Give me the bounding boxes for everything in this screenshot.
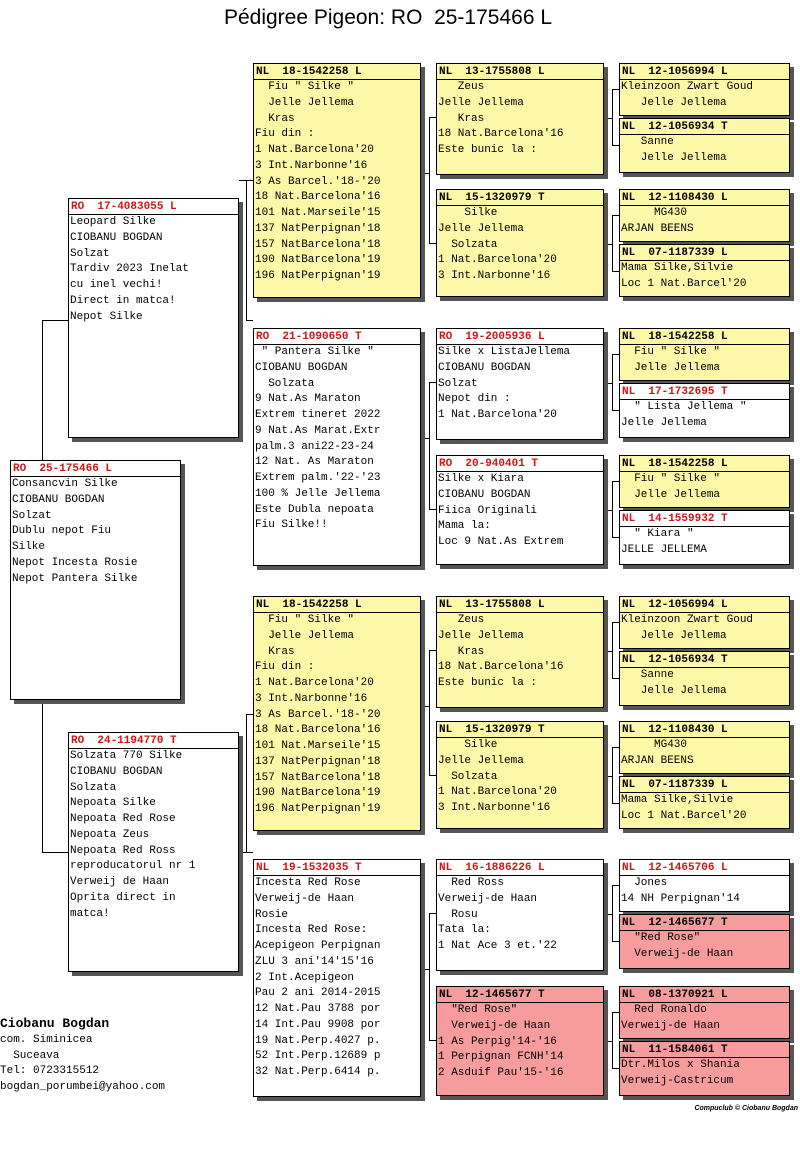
page-title: Pédigree Pigeon: RO 25-175466 L	[223, 6, 553, 29]
card-text-line: 100 % Jelle Jellema	[255, 487, 381, 500]
card-text-line: Jelle Jellema	[438, 222, 524, 235]
ring-number: NL 12-1108430 L	[620, 190, 789, 206]
card-text-line: Solzata	[438, 770, 498, 783]
card-text-line: Silke x Kiara	[438, 473, 524, 485]
card-text-line: ARJAN BEENS	[621, 754, 694, 767]
ring-number: RO 24-1194770 T	[69, 733, 238, 749]
card-text-line: Fiu " Silke "	[255, 614, 355, 626]
card-text-line: Acepigeon Perpignan	[255, 940, 381, 952]
card-text-line: 101 Nat.Marseile'15	[255, 740, 381, 752]
card-text-line: 1 As Perpig'14-'16	[438, 1035, 557, 1048]
ring-number: NL 14-1559932 T	[620, 511, 789, 527]
connector-line	[42, 852, 68, 853]
connector-line	[612, 89, 619, 90]
connector-line	[612, 1012, 613, 1068]
card-text-line: 196 NatPerpignan'19	[255, 270, 381, 282]
card-text-line: Nepot din :	[438, 393, 511, 406]
card-text-line: Fiu " Silke "	[621, 473, 721, 485]
card-text-line: Jelle Jellema	[621, 488, 721, 501]
card-text-line: matca!	[70, 907, 110, 920]
card-text-line: Fiu " Silke "	[255, 81, 355, 93]
connector-line	[429, 509, 436, 510]
connector-line	[429, 913, 436, 914]
connector-line	[612, 354, 613, 410]
card-text-line: Verweij-de Haan	[438, 892, 538, 905]
card-text-line: 32 Nat.Perp.6414 p.	[255, 1066, 381, 1078]
card-text-line: "Red Rose"	[621, 932, 701, 944]
connector-line	[429, 913, 430, 1040]
card-text-line: Zeus	[438, 614, 485, 626]
card-text-line: 137 NatPerpignan'18	[255, 222, 381, 235]
connector-line	[612, 481, 619, 482]
card-text-line: Kras	[438, 112, 485, 125]
card-text-line: 9 Nat.As Marat.Extr	[255, 424, 381, 437]
card-text-line: CIOBANU BOGDAN	[70, 231, 163, 244]
card-text-line: 3 Int.Narbonne'16	[438, 270, 551, 282]
ring-number: NL 12-1465677 T	[620, 915, 789, 931]
ring-number: NL 15-1320979 T	[437, 190, 603, 206]
connector-line	[604, 383, 612, 384]
ring-number: RO 21-1090650 T	[254, 329, 420, 345]
pedigree-card-sss	[436, 63, 604, 175]
card-text-line: 19 Nat.Perp.4027 p.	[255, 1034, 381, 1047]
card-text-line: 3 As Barcel.'18-'20	[255, 708, 381, 721]
connector-line	[429, 382, 436, 383]
owner-info	[0, 1015, 240, 1095]
ring-number: NL 15-1320979 T	[437, 722, 603, 738]
card-text-line: CIOBANU BOGDAN	[70, 765, 163, 778]
card-text-line: Jelle Jellema	[621, 96, 727, 109]
pedigree-card-ss	[253, 63, 421, 298]
card-text-line: Kleinzoon Zwart Goud	[621, 81, 754, 93]
card-text-line: Rosie	[255, 908, 289, 921]
card-text-line: Kras	[255, 645, 295, 658]
connector-line	[612, 885, 619, 886]
connector-line	[42, 700, 43, 852]
ring-number: NL 12-1056994 L	[620, 64, 789, 80]
connector-line	[612, 747, 619, 748]
card-text-line: 1 Nat Ace 3 et.'22	[438, 940, 557, 952]
card-text-line: Este Dubla nepoata	[255, 503, 374, 516]
card-text-line: Verweij-Castricum	[621, 1074, 734, 1087]
ring-number: NL 11-1584061 T	[620, 1042, 789, 1058]
card-text-line: Red Ronaldo	[621, 1004, 707, 1016]
card-text-line: Loc 1 Nat.Barcel'20	[621, 809, 747, 822]
pedigree-card-sssd	[619, 118, 790, 173]
software-credit: Compuclub © Ciobanu Bogdan	[694, 1105, 798, 1112]
connector-line	[604, 510, 612, 511]
card-text-line: palm.3 ani22-23-24	[255, 440, 374, 453]
connector-line	[612, 885, 613, 941]
card-text-line: 190 NatBarcelona'19	[255, 787, 381, 800]
card-text-line: "Red Rose"	[438, 1004, 518, 1016]
ring-number: NL 12-1108430 L	[620, 722, 789, 738]
card-text-line: 1 Nat.Barcelona'20	[255, 677, 374, 689]
connector-line	[612, 1068, 619, 1069]
connector-line	[604, 914, 612, 915]
pedigree-card-dss	[436, 596, 604, 708]
card-text-line: 18 Nat.Barcelona'16	[438, 661, 564, 674]
card-text-line: Jelle Jellema	[621, 629, 727, 642]
card-text-line: 3 As Barcel.'18-'20	[255, 175, 381, 188]
card-text-line: Verweij de Haan	[70, 876, 170, 888]
card-text-line: 18 Nat.Barcelona'16	[255, 724, 381, 737]
card-text-line: Jones	[621, 877, 668, 889]
card-text-line: Incesta Red Rose	[255, 877, 361, 889]
ring-number: NL 12-1465706 L	[620, 860, 789, 876]
connector-line	[612, 215, 619, 216]
card-text-line: Jelle Jellema	[621, 151, 727, 164]
card-text-line: Fiica Originali	[438, 504, 538, 517]
card-text-line: 1 Nat.Barcelona'20	[438, 786, 557, 799]
ring-number: NL 07-1187339 L	[620, 777, 789, 793]
card-text-line: Oprita direct in	[70, 891, 176, 904]
card-text-line: 190 NatBarcelona'19	[255, 254, 381, 267]
connector-line	[612, 1012, 619, 1013]
card-text-line: 2 Int.Acepigeon	[255, 971, 355, 984]
card-text-line: Solzata	[70, 781, 117, 794]
card-text-line: Dtr.Milos x Shania	[621, 1059, 740, 1071]
card-text-line: Solzat	[70, 247, 110, 260]
ring-number: NL 18-1542258 L	[620, 329, 789, 345]
connector-line	[42, 320, 68, 321]
connector-line	[612, 622, 619, 623]
card-text-line: MG430	[621, 207, 688, 219]
owner-line: bogdan_porumbei@yahoo.com	[0, 1080, 166, 1093]
card-text-line: Loc 9 Nat.As Extrem	[438, 536, 564, 548]
card-text-line: Solzat	[12, 509, 52, 522]
connector-line	[612, 622, 613, 678]
card-text-line: Pau 2 ani 2014-2015	[255, 987, 381, 1000]
connector-line	[604, 776, 612, 777]
card-text-line: Fiu " Silke "	[621, 346, 721, 358]
card-text-line: Jelle Jellema	[621, 684, 727, 697]
pedigree-card-sds	[436, 328, 604, 440]
pedigree-card-ddsd	[619, 914, 790, 969]
card-text-line: 12 Nat. As Maraton	[255, 456, 374, 469]
pedigree-card-dsdd	[619, 776, 790, 829]
connector-line	[246, 714, 253, 715]
card-text-line: CIOBANU BOGDAN	[255, 361, 348, 374]
ring-number: NL 17-1732695 T	[620, 384, 789, 400]
card-text-line: Leopard Silke	[70, 216, 156, 228]
card-text-line: 9 Nat.As Maraton	[255, 393, 361, 406]
card-text-line: JELLE JELLEMA	[621, 543, 707, 556]
ring-number: NL 12-1056934 T	[620, 652, 789, 668]
card-text-line: ARJAN BEENS	[621, 222, 694, 235]
pedigree-card-ds	[253, 596, 421, 831]
card-text-line: 3 Int.Narbonne'16	[255, 692, 368, 705]
card-text-line: 3 Int.Narbonne'16	[255, 159, 368, 172]
connector-line	[429, 117, 436, 118]
card-text-line: Direct in matca!	[70, 294, 176, 307]
card-text-line: CIOBANU BOGDAN	[438, 361, 531, 374]
connector-line	[612, 145, 619, 146]
pedigree-card-dd	[253, 859, 421, 1097]
card-text-line: Kras	[255, 112, 295, 125]
connector-line	[421, 438, 429, 439]
card-text-line: 1 Nat.Barcelona'20	[255, 144, 374, 156]
connector-line	[246, 320, 253, 321]
ring-number: NL 07-1187339 L	[620, 245, 789, 261]
card-text-line: 12 Nat.Pau 3788 por	[255, 1003, 381, 1015]
card-text-line: Solzata 770 Silke	[70, 750, 183, 762]
pedigree-card-dsds	[619, 721, 790, 774]
pedigree-card-ddss	[619, 859, 790, 912]
connector-line	[604, 118, 612, 119]
ring-number: NL 18-1542258 L	[254, 597, 420, 613]
card-text-line: 101 Nat.Marseile'15	[255, 207, 381, 219]
card-text-line: Silke	[12, 541, 46, 553]
card-text-line: Jelle Jellema	[438, 96, 524, 109]
card-text-line: Nepot Pantera Silke	[12, 572, 138, 585]
card-text-line: Silke	[438, 207, 498, 219]
ring-number: NL 12-1056994 L	[620, 597, 789, 613]
connector-line	[612, 678, 619, 679]
card-text-line: Dublu nepot Fiu	[12, 525, 112, 538]
card-text-line: Zeus	[438, 81, 485, 93]
pedigree-card-dsd	[436, 721, 604, 829]
card-text-line: Verweij-de Haan	[438, 1019, 551, 1032]
connector-line	[612, 537, 619, 538]
card-text-line: Silke	[438, 739, 498, 751]
card-text-line: 2 Asduif Pau'15-'16	[438, 1067, 564, 1079]
owner-name: Ciobanu Bogdan	[0, 1016, 110, 1031]
card-text-line: Nepot Silke	[70, 310, 143, 323]
card-text-line: CIOBANU BOGDAN	[12, 493, 105, 506]
card-text-line: 137 NatPerpignan'18	[255, 755, 381, 768]
ring-number: RO 20-940401 T	[437, 456, 603, 472]
connector-line	[429, 382, 430, 509]
card-text-line: Kleinzoon Zwart Goud	[621, 614, 754, 626]
card-text-line: Tardiv 2023 Inelat	[70, 263, 189, 276]
card-text-line: 3 Int.Narbonne'16	[438, 802, 551, 814]
card-text-line: reproducatorul nr 1	[70, 860, 196, 873]
connector-line	[429, 117, 430, 243]
card-text-line: Este bunic la :	[438, 677, 538, 689]
connector-line	[429, 650, 436, 651]
card-text-line: Solzata	[438, 238, 498, 251]
card-text-line: 196 NatPerpignan'19	[255, 803, 381, 815]
connector-line	[604, 1041, 612, 1042]
connector-line	[421, 969, 429, 970]
card-text-line: Jelle Jellema	[255, 629, 355, 642]
card-text-line: 14 NH Perpignan'14	[621, 892, 740, 905]
connector-line	[604, 651, 612, 652]
connector-line	[604, 244, 612, 245]
pedigree-card-ssdd	[619, 244, 790, 297]
card-text-line: Jelle Jellema	[621, 361, 721, 374]
card-text-line: Mama Silke,Silvie	[621, 794, 734, 806]
pedigree-card-dsss	[619, 596, 790, 649]
card-text-line: MG430	[621, 739, 688, 751]
connector-line	[246, 180, 247, 320]
card-text-line: 1 Nat.Barcelona'20	[438, 409, 557, 421]
pedigree-card-ddd	[436, 986, 604, 1096]
card-text-line: cu inel vechi!	[70, 279, 163, 291]
card-text-line: Nepot Incesta Rosie	[12, 556, 138, 569]
connector-line	[612, 271, 619, 272]
card-text-line: 157 NatBarcelona'18	[255, 238, 381, 251]
card-text-line: " Lista Jellema "	[621, 401, 747, 413]
ring-number: NL 19-1532035 T	[254, 860, 420, 876]
pedigree-card-sdd	[436, 455, 604, 565]
pedigree-card-sdsd	[619, 383, 790, 438]
card-text-line: 1 Nat.Barcelona'20	[438, 254, 557, 267]
ring-number: NL 18-1542258 L	[620, 456, 789, 472]
connector-line	[612, 215, 613, 271]
ring-number: NL 13-1755808 L	[437, 597, 603, 613]
ring-number: NL 12-1056934 T	[620, 119, 789, 135]
card-text-line: Solzat	[438, 377, 478, 390]
ring-number: NL 13-1755808 L	[437, 64, 603, 80]
card-text-line: Sanne	[621, 136, 674, 148]
pedigree-card-subject	[10, 460, 181, 700]
card-text-line: Nepoata Red Ross	[70, 844, 176, 857]
pedigree-card-dds	[436, 859, 604, 971]
pedigree-card-dam	[68, 732, 239, 972]
card-text-line: Mama la:	[438, 520, 491, 533]
card-text-line: Consancvin Silke	[12, 478, 118, 490]
card-text-line: Solzata	[255, 377, 315, 390]
card-text-line: Incesta Red Rose:	[255, 924, 368, 937]
card-text-line: 18 Nat.Barcelona'16	[255, 191, 381, 204]
pedigree-card-ssss	[619, 63, 790, 116]
pedigree-card-dssd	[619, 651, 790, 706]
ring-number: NL 18-1542258 L	[254, 64, 420, 80]
connector-line	[429, 775, 436, 776]
pedigree-card-sd	[253, 328, 421, 566]
ring-number: NL 12-1465677 T	[437, 987, 603, 1003]
connector-line	[612, 89, 613, 145]
connector-line	[612, 481, 613, 537]
card-text-line: Verweij-de Haan	[621, 1019, 721, 1032]
card-text-line: Kras	[438, 645, 485, 658]
connector-line	[612, 803, 619, 804]
card-text-line: Nepoata Silke	[70, 797, 156, 810]
card-text-line: Este bunic la :	[438, 144, 538, 156]
card-text-line: Fiu din :	[255, 128, 315, 141]
connector-line	[421, 173, 429, 174]
pedigree-card-sdss	[619, 328, 790, 381]
ring-number: NL 08-1370921 L	[620, 987, 789, 1003]
connector-line	[246, 714, 247, 852]
card-text-line: Verweij-de Haan	[255, 892, 355, 905]
card-text-line: 1 Perpignan FCNH'14	[438, 1051, 564, 1064]
pedigree-card-ssd	[436, 189, 604, 297]
owner-line: Suceava	[0, 1049, 60, 1062]
card-text-line: Fiu din :	[255, 661, 315, 674]
connector-line	[612, 941, 619, 942]
owner-line: Tel: 0723315512	[0, 1065, 100, 1077]
connector-line	[612, 410, 619, 411]
pedigree-card-sire	[68, 198, 239, 438]
card-text-line: Tata la:	[438, 924, 491, 937]
card-text-line: ZLU 3 ani'14'15'16	[255, 955, 374, 968]
ring-number: NL 16-1886226 L	[437, 860, 603, 876]
connector-line	[612, 354, 619, 355]
ring-number: RO 17-4083055 L	[69, 199, 238, 215]
card-text-line: Extrem palm.'22-'23	[255, 472, 381, 484]
card-text-line: " Pantera Silke "	[255, 346, 374, 358]
pedigree-card-dddd	[619, 1041, 790, 1096]
pedigree-card-ssds	[619, 189, 790, 242]
card-text-line: Nepoata Zeus	[70, 828, 150, 841]
card-text-line: Nepoata Red Rose	[70, 813, 176, 825]
connector-line	[612, 747, 613, 803]
card-text-line: Extrem tineret 2022	[255, 409, 381, 421]
ring-number: RO 19-2005936 L	[437, 329, 603, 345]
card-text-line: Red Ross	[438, 877, 505, 889]
card-text-line: Verweij-de Haan	[621, 947, 734, 960]
pedigree-card-sdds	[619, 455, 790, 508]
card-text-line: Jelle Jellema	[438, 754, 524, 767]
card-text-line: Silke x ListaJellema	[438, 346, 571, 358]
connector-line	[429, 650, 430, 775]
card-text-line: Jelle Jellema	[438, 629, 524, 642]
card-text-line: " Kiara "	[621, 528, 694, 540]
card-text-line: Mama Silke,Silvie	[621, 262, 734, 274]
connector-line	[421, 706, 429, 707]
pedigree-card-ddds	[619, 986, 790, 1039]
card-text-line: Fiu Silke!!	[255, 519, 328, 532]
connector-line	[429, 243, 436, 244]
card-text-line: 14 Int.Pau 9908 por	[255, 1018, 381, 1031]
card-text-line: Jelle Jellema	[255, 96, 355, 109]
connector-line	[429, 1040, 436, 1041]
card-text-line: Sanne	[621, 669, 674, 681]
card-text-line: 18 Nat.Barcelona'16	[438, 128, 564, 141]
card-text-line: Jelle Jellema	[621, 416, 707, 429]
connector-line	[42, 320, 43, 460]
pedigree-card-sddd	[619, 510, 790, 565]
card-text-line: 52 Int.Perp.12689 p	[255, 1050, 381, 1063]
card-text-line: CIOBANU BOGDAN	[438, 488, 531, 501]
card-text-line: Rosu	[438, 908, 478, 921]
connector-line	[239, 852, 253, 853]
card-text-line: 157 NatBarcelona'18	[255, 771, 381, 784]
card-text-line: Loc 1 Nat.Barcel'20	[621, 277, 747, 290]
owner-line: com. Siminicea	[0, 1034, 93, 1046]
ring-number: RO 25-175466 L	[11, 461, 180, 477]
